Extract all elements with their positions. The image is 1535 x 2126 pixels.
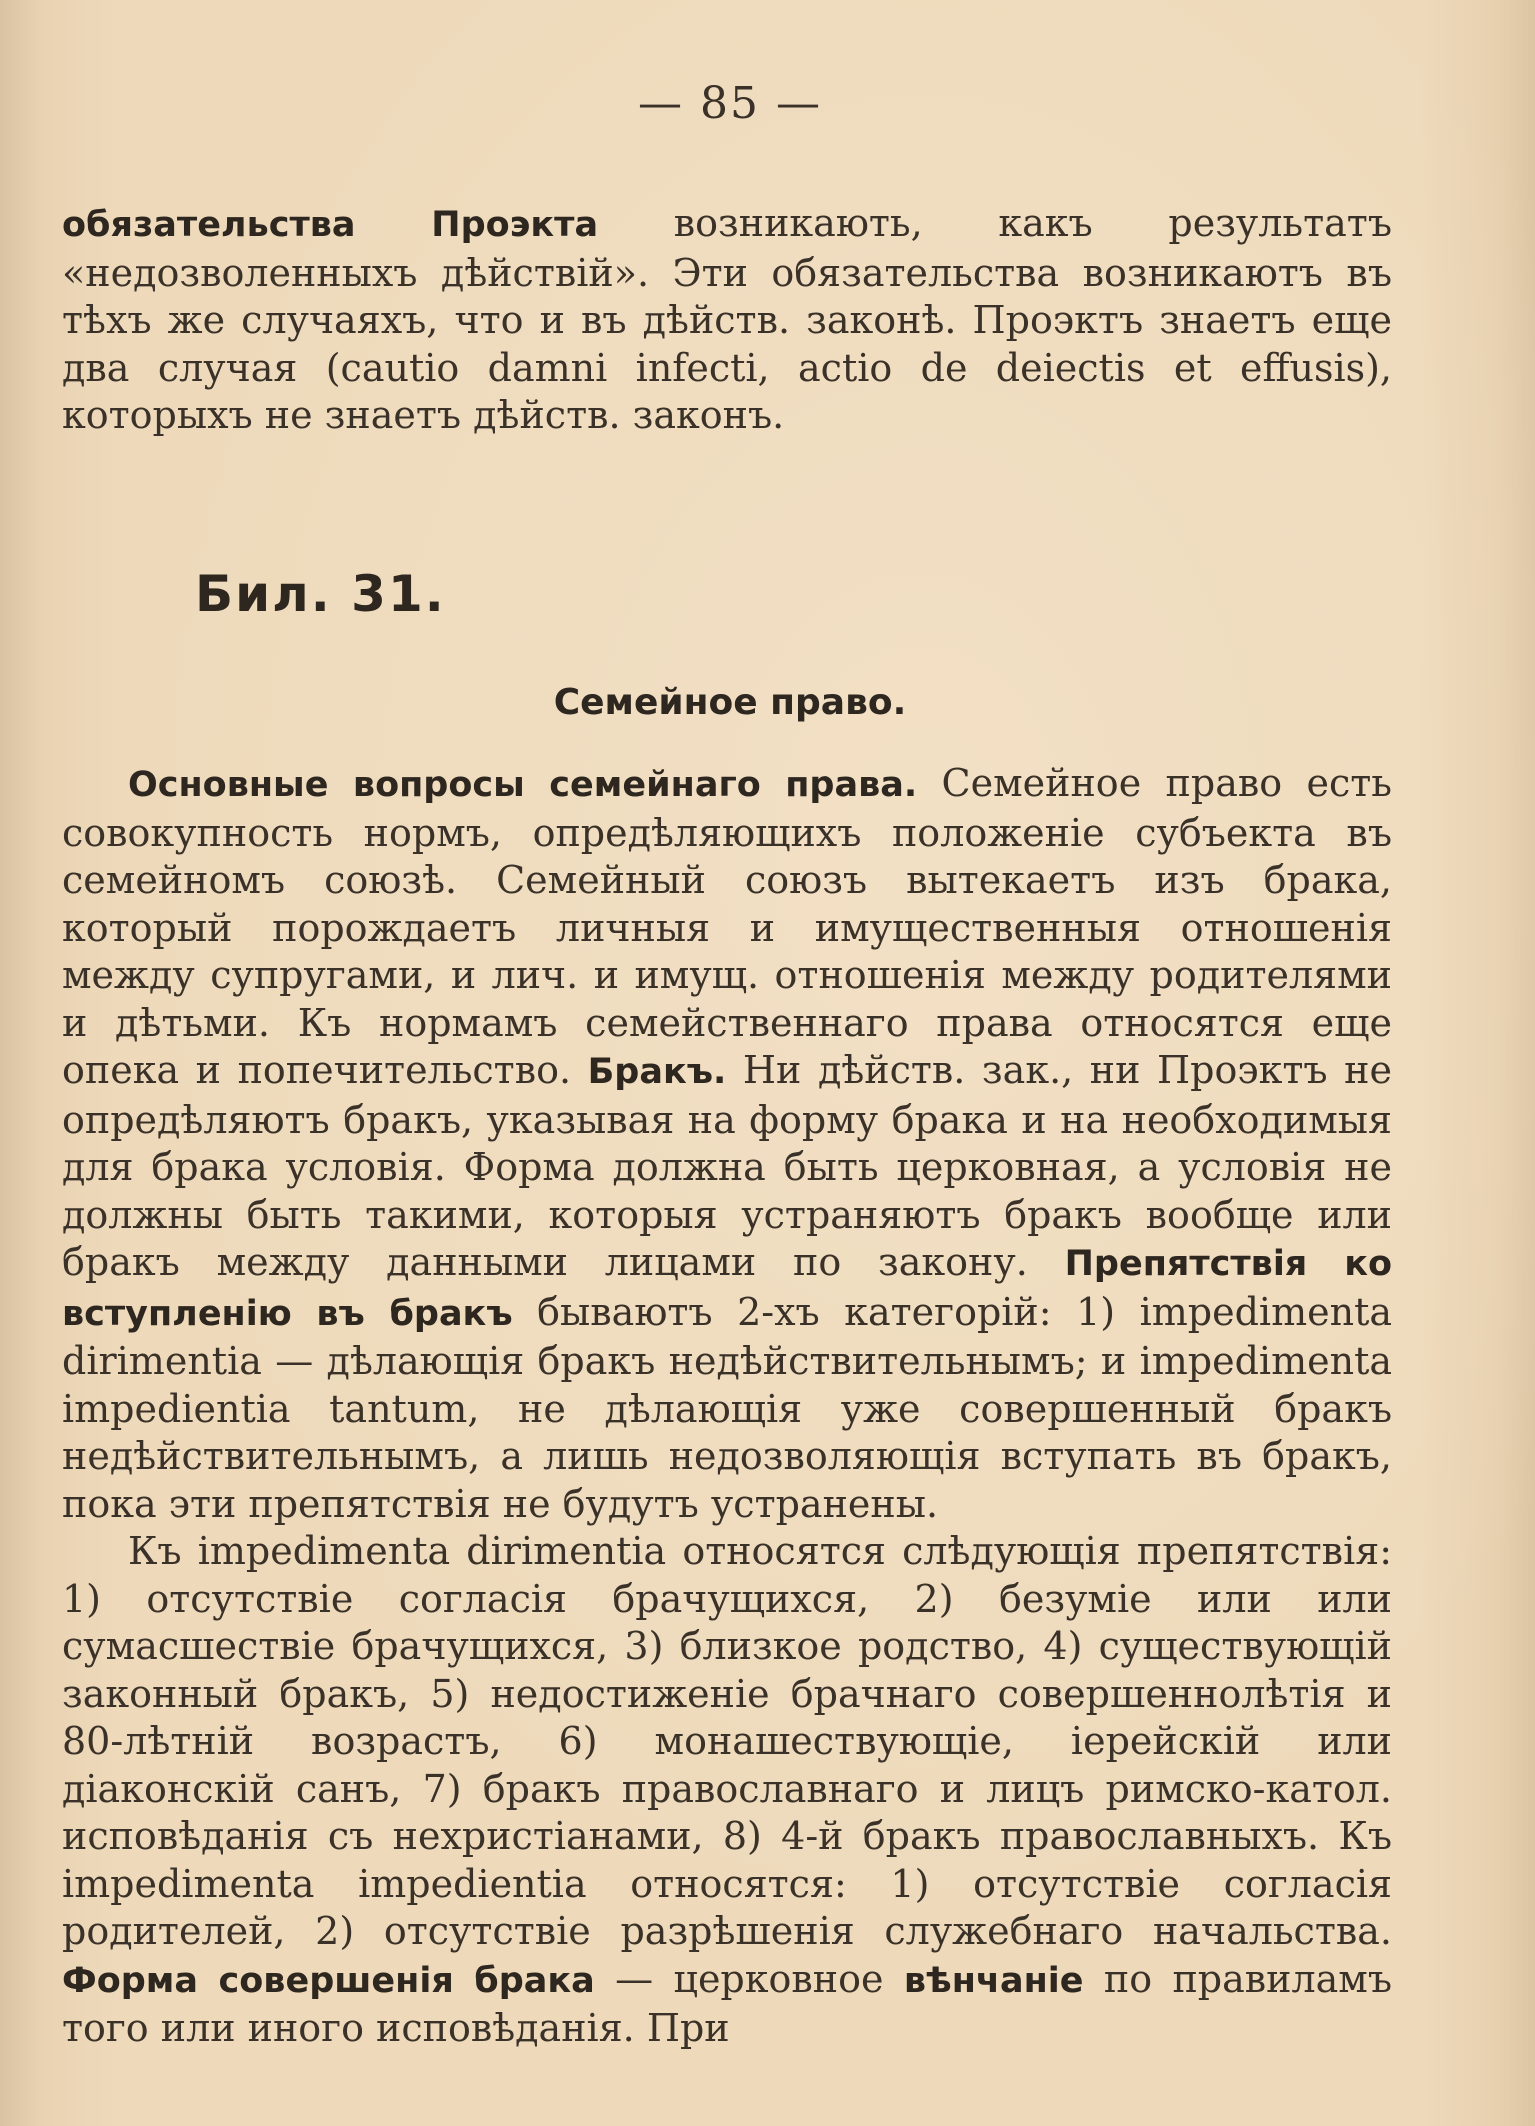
main-text-block [62,760,1392,2053]
paragraph-1-text-2: Ни дѣйств. зак., ни Проэктъ не опредѣляютъ бракъ, указывая на форму брака и на необходимыя для брака условія. Форма должна быть церковная, а условія не должны быть такими, которыя устраняютъ бракъ вообще или бракъ между данными лицами по закону. [62,1048,1392,1284]
top-paragraph-text: возникають, какъ результатъ «недозволенныхъ дѣйствій». Эти обязательства возникаютъ въ тѣхъ же случаяхъ, что и въ дѣйств. законѣ. Проэктъ знаетъ еще два случая (cautio damni infecti, actio de deiectis et effusis), которыхъ не знаетъ дѣйств. законъ. [62,201,1392,437]
paragraph-2-bold-2: вѣнчаніе [903,1960,1084,2001]
paragraph-2-bold-1: Форма совершенія брака [62,1960,595,2001]
paragraph-2-text-3: по правиламъ того или иного исповѣданія. При [62,1956,1393,2050]
top-paragraph [62,200,1392,440]
paragraph-1-bold-3: Препятствія ко вступленію въ бракъ [62,1244,1392,1334]
top-paragraph-bold-lead: обязательства Проэкта [62,205,599,245]
ticket-heading: Бил. 31. [195,565,446,623]
paragraph-1-bold-1: Основные вопросы семейнаго права. [128,765,918,805]
section-title: Семейное право. [553,682,907,723]
paragraph-2-text-1: Къ impedimenta dirimentia относятся слѣдующія препятствія: 1) отсутствіе согласія брачущихся, 2) безуміе или или сумасшествіе брачущихся, 3) близкое родство, 4) существующій законный бракъ, 5) недостиженіе брачнаго совершеннолѣтія и 80-лѣтній возрастъ, 6) монашествующіе, іерейскій или діаконскій санъ, 7) бракъ православнаго и лицъ римско-катол. исповѣданія съ нехристіанами, 8) 4-й бракъ православныхъ. Къ impedimenta impedientia относятся: 1) отсутствіе согласія родителей, 2) отсутствіе разрѣшенія служебнаго начальства. [62,1529,1392,1953]
paragraph-2 [62,1528,1392,2053]
paragraph-1-text-1: Семейное право есть совокупность нормъ, опредѣляющихъ положеніе субъекта въ семейномъ союзѣ. Семейный союзъ вытекаетъ изъ брака, который порождаетъ личныя и имущественныя отношенія между супругами, и лич. и имущ. отношенія между родителями и дѣтьми. Къ нормамъ семейственнаго права относятся еще опека и попечительство. [62,761,1392,1092]
page-number: — 85 — [638,78,822,129]
paragraph-1-text-3: бываютъ 2-хъ категорій: 1) impedimenta dirimentia — дѣлающія бракъ недѣйствительнымъ; и impedimenta impedientia tantum, не дѣлающія уже совершенный бракъ недѣйствительнымъ, а лишь недозволяющія вступать въ бракъ, пока эти препятствія не будутъ устранены. [62,1289,1392,1526]
paragraph-1 [62,760,1392,1528]
paragraph-1-bold-2: Бракъ. [587,1052,727,1092]
paragraph-2-text-2: — церковное [594,1956,904,2001]
top-paragraph-block [62,200,1392,440]
